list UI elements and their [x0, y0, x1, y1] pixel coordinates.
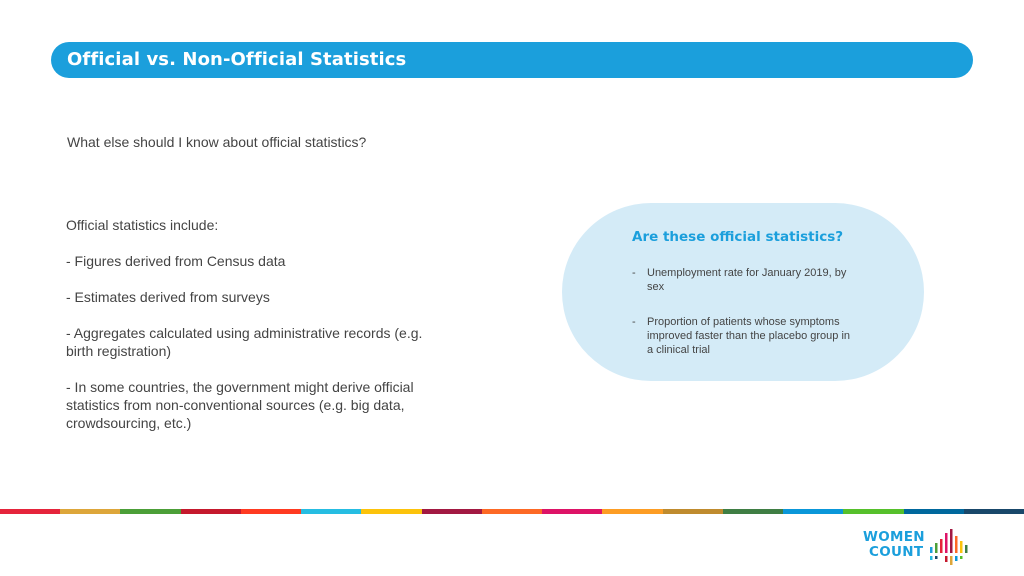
stripe-segment	[120, 509, 180, 514]
stripe-segment	[843, 509, 903, 514]
stripe-segment	[361, 509, 421, 514]
stripe-segment	[0, 509, 60, 514]
list-item: - Figures derived from Census data	[66, 253, 286, 269]
callout-bubble	[562, 203, 924, 381]
page-title: Official vs. Non-Official Statistics	[67, 49, 407, 70]
stripe-segment	[301, 509, 361, 514]
stripe-segment	[422, 509, 482, 514]
stripe-segment	[60, 509, 120, 514]
stripe-segment	[181, 509, 241, 514]
stripe-segment	[904, 509, 964, 514]
stripe-segment	[964, 509, 1024, 514]
stripe-segment	[602, 509, 662, 514]
stripe-segment	[663, 509, 723, 514]
intro-question: What else should I know about official statistics?	[67, 134, 367, 150]
title-bar	[51, 42, 973, 78]
stripe-segment	[241, 509, 301, 514]
logo-word-count: COUNT	[869, 544, 924, 560]
list-item: - Estimates derived from surveys	[66, 289, 270, 305]
callout-item: - Proportion of patients whose symptoms improved faster than the placebo group in a clinical trial	[632, 316, 851, 356]
bar-graph-icon	[929, 527, 973, 565]
list-heading: Official statistics include:	[66, 217, 219, 233]
callout-heading: Are these official statistics?	[632, 229, 844, 245]
list-item: - Aggregates calculated using administrative records (e.g. birth registration)	[66, 325, 423, 359]
logo-word-women: WOMEN	[863, 529, 925, 545]
official-statistics-list	[66, 216, 446, 432]
list-item: - In some countries, the government might derive official statistics from non-conventional sources (e.g. big data, crowdsourcing, etc.)	[66, 379, 414, 431]
dash-bullet: -	[632, 316, 636, 328]
stripe-segment	[482, 509, 542, 514]
stripe-segment	[723, 509, 783, 514]
stripe-segment	[783, 509, 843, 514]
dash-bullet: -	[632, 267, 636, 279]
stripe-segment	[542, 509, 602, 514]
callout-item: - Unemployment rate for January 2019, by sex	[632, 267, 847, 293]
women-count-logo	[862, 527, 977, 567]
color-stripe	[0, 509, 1024, 514]
